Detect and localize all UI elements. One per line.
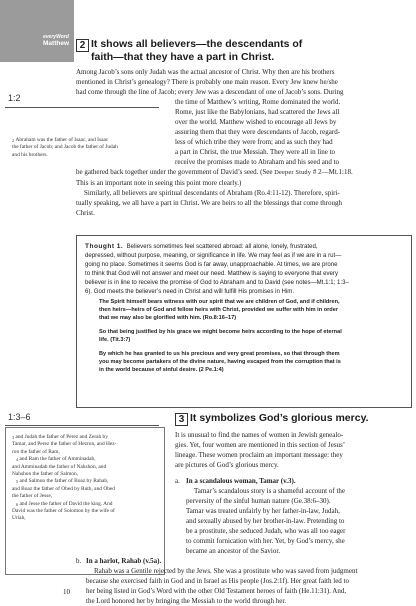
text-span: and Ram the father of Amminadab, <box>19 456 96 463</box>
point-a <box>186 476 410 556</box>
scripture-text: Abraham was the father of Isaac, and Isaac <box>15 137 109 143</box>
text-line: because she exercised faith in God and in Israel as His people (Jos.2:1f). Her great faith led to <box>86 577 349 585</box>
page-number: 10 <box>63 588 70 596</box>
text-line: the Lord honored her by bringing the Messiah to the world through her. <box>86 597 287 605</box>
verse-number: 3 <box>12 435 15 440</box>
text-line: to commit fornication with her. Yet, by God’s mercy, she <box>186 537 345 545</box>
book-label: Matthew <box>43 40 69 47</box>
scripture-box-1-2 <box>12 137 157 159</box>
book-tab <box>0 0 74 62</box>
section-2-paragraph-1-narrow <box>175 97 410 167</box>
text-span: and Salmon the father of Boaz by Rahab, <box>19 478 109 485</box>
quote-line: then heirs—heirs of God and fellow heirs with Christ, provided we suffer with him in order <box>99 307 339 313</box>
text-span: and Judah the father of Perez and Zerah by <box>15 434 108 440</box>
text-line: Tamar’s scandalous story is a shameful account of the <box>194 487 346 495</box>
text-line: Similarly, all believers are spiritual descendants of Abraham (Ro.4:11-12). Therefore, spiri- <box>84 189 340 197</box>
section-3-heading: It symbolizes God’s glorious mercy. <box>190 412 369 424</box>
section-number-2: 2 <box>76 39 89 52</box>
thought-line: 6). God meets the believer’s need in Christ and will fulfill His promises in Him. <box>85 288 295 295</box>
text-line: Rome, just like the Babylonians, had scattered the Jews all <box>175 108 340 116</box>
section-number-3: 3 <box>175 413 188 426</box>
verse-reference-1-2: 1:2 <box>8 93 21 103</box>
point-b-title: In a harlot, Rahab (v.5a). <box>86 557 162 565</box>
series-label: everyWord <box>43 34 69 40</box>
verse-number: 5 <box>16 479 19 485</box>
text-line: tually speaking, we all have a part in Christ. We are heirs to all the blessings that come through <box>76 199 343 207</box>
text-line: are pictures of God’s glorious mercy. <box>175 461 279 469</box>
text-line: This is an important note in seeing this point more clearly.) <box>76 179 242 187</box>
scripture-line: and his brothers. <box>12 151 48 158</box>
section-3-intro <box>175 430 410 470</box>
point-b-marker: b. <box>76 557 82 565</box>
text-span: be gathered back together under the government of David’s seed. (See <box>76 168 275 176</box>
scripture-line: Uriah, <box>12 515 26 522</box>
text-line: assuring them that they were descendants of Jacob, regard- <box>175 128 341 136</box>
text-span: and Jesse the father of David the king. And <box>19 500 113 507</box>
verse-divider <box>5 425 159 426</box>
text-line: gies. Yet, four women are mentioned in this section of Jesus’ <box>175 441 346 449</box>
text-line: and sexually abused by her brother-in-law. Pretending to <box>186 517 345 525</box>
text-line: a part in Christ, the true Messiah. They were all in line to <box>175 148 336 156</box>
text-line: Rahab was a Gentile rejected by the Jews. She was a prostitute who was saved from judgment <box>94 567 358 575</box>
quote-line: So that being justified by his grace we might become heirs according to the hope of eternal <box>99 329 342 335</box>
text-line: the time of Matthew’s writing, Rome dominated the world. <box>175 98 341 106</box>
point-a-title: In a scandalous woman, Tamar (v.3). <box>186 477 296 485</box>
section-2-paragraph-1-top <box>76 67 410 97</box>
verse-reference-1-3-6: 1:3–6 <box>8 412 31 422</box>
deeper-study-reference: Deeper Study <box>274 169 312 176</box>
text-line: less of which tribe they were from; and as such they had <box>175 138 333 146</box>
text-line: perversity of the sinful human nature (Ge.38:6–30). <box>186 497 331 505</box>
text-line: Christ. <box>76 209 95 217</box>
scripture-line: ron the father of Ram, <box>12 448 60 455</box>
scripture-line: the father of Jesse, <box>12 493 53 500</box>
scripture-line: the father of Jacob; and Jacob the father of Judah <box>12 144 118 151</box>
point-a-marker: a. <box>175 477 180 485</box>
text-line: lineage. These women proclaim an important message: they <box>175 451 343 459</box>
quote-line: By which he has granted to us his precious and very great promises, so that through them <box>99 351 340 357</box>
thought-line <box>85 242 405 251</box>
quote-line: that we may also be glorified with him. (Ro.8:16–17) <box>99 315 237 321</box>
verse-divider <box>5 107 159 108</box>
text-span: Believers sometimes feel scattered abroad: all alone, lonely, frustrated, <box>126 243 318 250</box>
quote-line: The Spirit himself bears witness with our spirit that we are children of God, and if children, <box>99 299 340 305</box>
text-line: became an ancestor of the Savior. <box>186 547 281 555</box>
thought-label: Thought 1. <box>85 243 124 250</box>
scripture-quotes <box>99 298 399 374</box>
text-line: over the world. Matthew wished to encourage all Jews by <box>175 118 337 126</box>
thought-line: going no place. Sometimes it seems God is far away, unapproachable. At times, we are prone <box>85 261 338 268</box>
text-line: her being listed in God’s Word with the other Old Testament heroes of faith (He.11:31). And, <box>86 587 347 595</box>
text-span: # 2—Mt.1:18. <box>311 168 353 176</box>
scripture-line: David was the father of Solomon by the wife of <box>12 508 115 515</box>
thought-box <box>76 235 412 408</box>
text-line: It is unusual to find the names of women in Jewish genealo- <box>175 431 344 439</box>
quote-line: you may become partakers of the divine nature, having escaped from the corruption that is <box>99 359 341 365</box>
text-line <box>76 167 410 178</box>
scripture-line: and Boaz the father of Obed by Ruth, and Obed <box>12 485 115 492</box>
quote-line: life. (Tit.3:7) <box>99 337 131 343</box>
scripture-line: and Amminadab the father of Nahshon, and <box>12 463 107 470</box>
section-2-paragraph-1-bottom <box>76 167 410 218</box>
verse-number: 6 <box>16 501 19 507</box>
text-line: receive the promises made to Abraham and his seed and to <box>175 158 340 166</box>
text-line: Among Jacob’s sons only Judah was the actual ancestor of Christ. Why then are his brothers <box>76 68 335 76</box>
text-line: Tamar was treated unfairly by her father-in-law, Judah, <box>186 507 340 515</box>
thought-line: to think that God will not answer and meet our need. Matthew is saying to everyone that every <box>85 270 339 277</box>
scripture-sidebar <box>5 427 165 575</box>
section-2-heading-line2: faith—that they have a part in Christ. <box>91 51 275 63</box>
verse-number: 4 <box>16 457 19 463</box>
text-line: be a prostitute, she seduced Judah, who was all too eager <box>186 527 346 535</box>
thought-line: believer is in line to receive the promise of God to Abraham and to David (see notes—Mt.1:1; 1:3– <box>85 279 349 286</box>
point-b <box>86 556 410 606</box>
verse-number: 2 <box>12 138 15 143</box>
scripture-line: Tamar, and Perez the father of Hezron, and Hez- <box>12 441 117 448</box>
scripture-line: Nahshon the father of Salmon, <box>12 471 79 478</box>
section-2-heading <box>91 38 411 64</box>
thought-line: depressed, without purpose, meaning, or significance in life. We may feel as if we are in a rut— <box>85 252 342 259</box>
text-line: had come through the line of Jacob; every Jew was a descendant of one of Jacob’s sons. During <box>76 88 344 96</box>
section-2-heading-line1: It shows all believers—the descendants of <box>91 38 303 50</box>
quote-line: in the world because of sinful desire. (2 Pe.1:4) <box>99 367 224 373</box>
text-line: mentioned in Christ’s genealogy? There is probably one main reason. Every Jew knew he/she <box>76 78 338 86</box>
